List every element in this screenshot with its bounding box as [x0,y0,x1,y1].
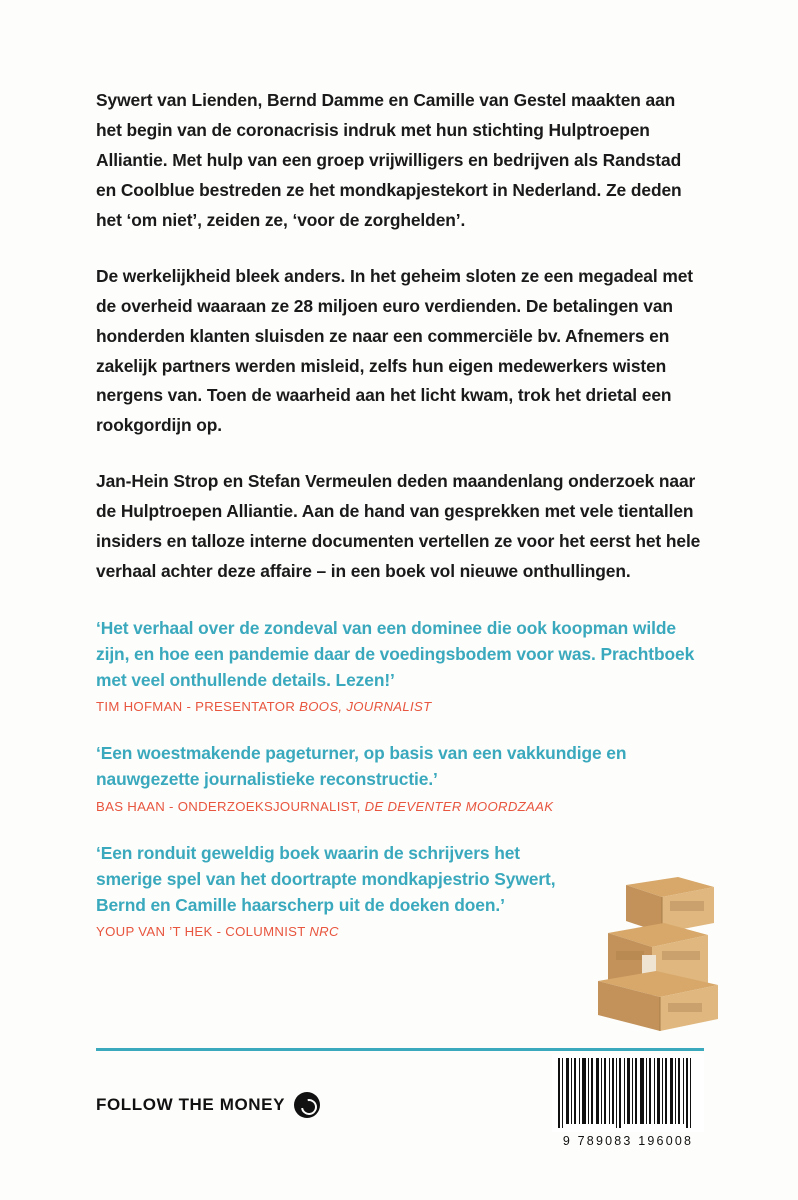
quote-attribution-1-italic: BOOS, JOURNALIST [299,699,432,715]
footer-divider [96,1048,704,1051]
barcode-digits: 9 789083 196008 [562,1134,694,1148]
publisher-logo [96,1092,320,1118]
quote-block-2 [96,740,704,813]
quote-attribution-2-italic: DE DEVENTER MOORDZAAK [364,798,554,814]
quote-text-2: ‘Een woestmakende pageturner, op basis van een vakkundige en nauwgezette journalistieke reconstructie.’ [96,743,627,790]
ftm-circle-logo-icon [294,1092,320,1118]
blurb-paragraph-3: Jan-Hein Strop en Stefan Vermeulen deden maandenlang onderzoek naar de Hulptroepen Alliantie. Aan de hand van gesprekken met vele tientallen insiders en talloze interne documenten vertellen ze voor het eerst het hele verhaal achter deze affaire – in een boek vol nieuwe onthullingen. [96,471,701,582]
quotes-section [96,615,704,939]
quote-attribution-1 [96,699,704,714]
publisher-name: FOLLOW THE MONEY [96,1095,286,1114]
quote-block-1 [96,615,704,714]
blurb-paragraph-1: Sywert van Lienden, Bernd Damme en Camille van Gestel maakten aan het begin van de coronacrisis indruk met hun stichting Hulptroepen Alliantie. Met hulp van een groep vrijwilligers en bedrijven als Randstad en Coolblue bestreden ze het mondkapjestekort in Nederland. Ze deden het ‘om niet’, zeiden ze, ‘voor de zorghelden’. [96,90,682,230]
quote-attribution-1-plain: TIM HOFMAN - PRESENTATOR [96,699,300,715]
quote-attribution-3-italic: NRC [309,923,339,939]
footer [96,1082,704,1172]
barcode-area [552,1054,704,1148]
quote-attribution-3 [96,924,704,939]
quote-text-1: ‘Het verhaal over de zondeval van een dominee die ook koopman wilde zijn, en hoe een pandemie daar de voedingsbodem voor was. Prachtboek met veel onthullende details. Lezen!’ [96,618,695,691]
quote-block-3 [96,840,704,939]
blurb-section [96,86,704,587]
quote-text-3: ‘Een ronduit geweldig boek waarin de schrijvers het smerige spel van het doortrapte mondkapjestrio Sywert, Bernd en Camille haarscherp uit de doeken doen.’ [96,842,556,915]
quote-attribution-2-plain: BAS HAAN - ONDERZOEKSJOURNALIST, [96,798,365,814]
quote-attribution-3-plain: YOUP VAN ’T HEK - COLUMNIST [96,923,310,939]
quote-attribution-2 [96,799,704,814]
blurb-paragraph-2: De werkelijkheid bleek anders. In het geheim sloten ze een megadeal met de overheid waaraan ze 28 miljoen euro verdienden. De betalingen van honderden klanten sluisden ze naar een commerciële bv. Afnemers en zakelijk partners werden misleid, zelfs hun eigen medewerkers wisten nergens van. Toen de waarheid aan het licht kwam, trok het drietal een rookgordijn op. [96,265,693,436]
barcode-image [552,1054,704,1132]
